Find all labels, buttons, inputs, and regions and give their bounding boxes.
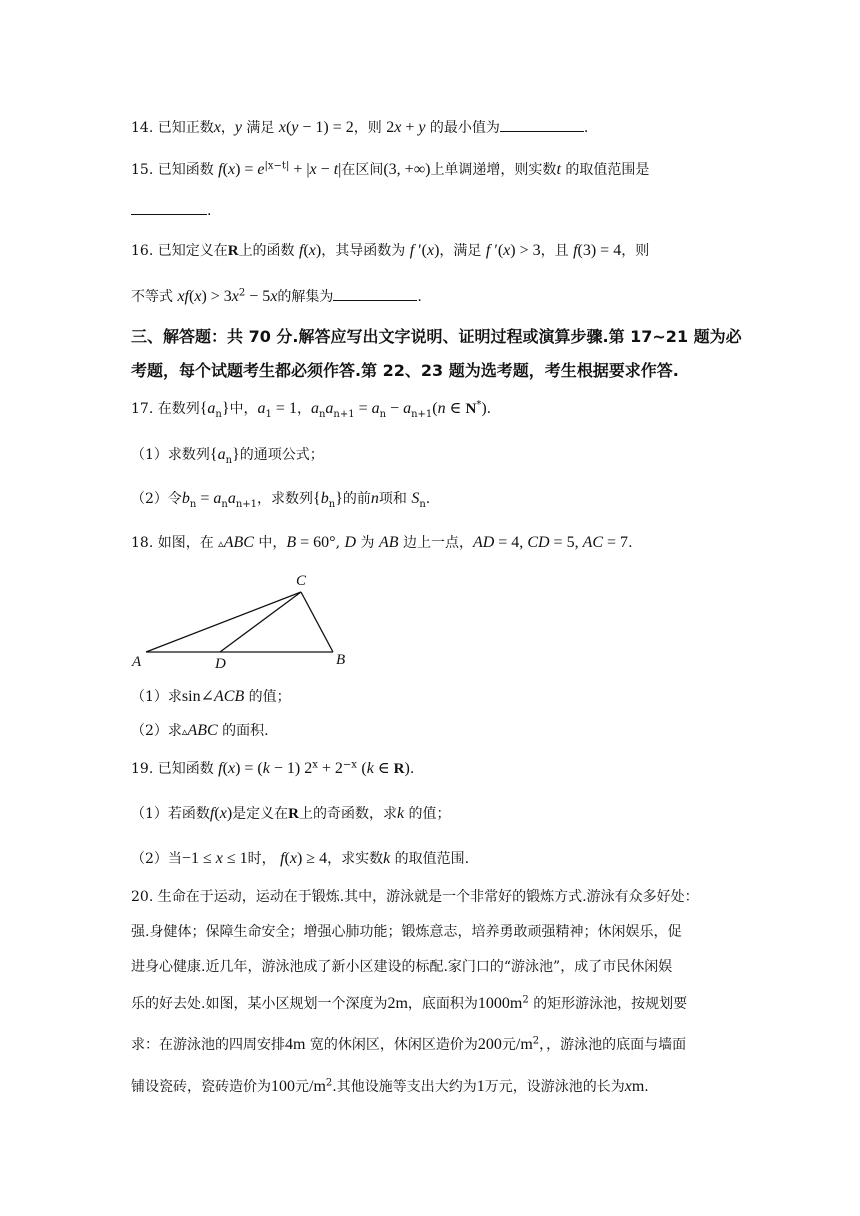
question-18-part2: （2）求▵ABC 的面积.: [131, 722, 269, 739]
question-19-part2: （2）当−1 ≤ x ≤ 1时， f(x) ≥ 4，求实数k 的取值范围.: [131, 850, 470, 867]
question-14: 14. 已知正数x，y 满足 x(y − 1) = 2，则 2x + y 的最小值为 .: [131, 119, 589, 136]
question-20-line2: 强.身健体；保障生命安全；增强心肺功能；锻炼意志，培养勇敢顽强精神；休闲娱乐，促: [131, 924, 682, 940]
question-17-part1: （1）求数列$\{a_n\}$的通项公式；: [131, 446, 324, 466]
label-b: B: [336, 652, 346, 668]
question-19-part1: （1）若函数f(x)是定义在R上的奇函数，求k 的值；: [131, 805, 451, 822]
question-15: 15. 已知函数 $f(x) = e^{|x-t|} + |x - t|$在区间(3, +∞)上单调递增，则实数t 的取值范围是: [131, 160, 650, 178]
segment-cd: [220, 592, 301, 652]
side-ac: [146, 592, 301, 652]
section-3-heading-line1: 三、解答题：共 70 分.解答应写出文字说明、证明过程或演算步骤.第 17~21 题为必: [131, 327, 742, 346]
question-17-part2: （2）令$b_n = a_na_{n+1}$，求数列$\{b_n\}$的前n项和 $S_n$.: [131, 490, 431, 510]
question-20-line4: 乐的好去处.如图，某小区规划一个深度为2m，底面积为$1000m^2$ 的矩形游泳池，按规划要: [131, 994, 688, 1012]
question-19: 19. 已知函数 f(x) = (k − 1) $2^x + 2^{-x}$ (k ∈ R).: [131, 759, 415, 777]
side-cb: [301, 592, 333, 652]
section-3-heading-line2: 考题，每个试题考生都必须作答.第 22、23 题为选考题，考生根据要求作答.: [131, 361, 679, 380]
label-d: D: [215, 656, 226, 672]
question-20-line1: 20. 生命在于运动，运动在于锻炼.其中，游泳就是一个非常好的锻炼方式.游泳有众多好处：: [131, 889, 699, 905]
question-20-line3: 进身心健康.近几年，游泳池成了新小区建设的标配.家门口的“游泳池”，成了市民休闲娱: [131, 959, 673, 975]
label-a: A: [132, 654, 142, 670]
question-20-line6: 铺设瓷砖，瓷砖造价为100元$/m^2$.其他设施等支出大约为1万元，设游泳池的长为xm.: [131, 1077, 649, 1095]
question-16: 16. 已知定义在R上的函数 f(x)，其导函数为 f ′(x)，满足 f ′(x) > 3，且 f(3) = 4，则: [131, 242, 650, 259]
label-c: C: [296, 573, 307, 589]
question-16-line2: 不等式 $xf(x) > 3x^2 - 5x$的解集为 .: [131, 287, 422, 305]
question-18: 18. 如图，在 ▵ABC 中，B = 60°, D 为 AB 边上一点，AD = 4, CD = 5, AC = 7.: [131, 534, 633, 551]
question-15-blank: .: [131, 200, 211, 221]
question-17: 17. 在数列$\{a_n\}$中，$a_1 = 1$，$a_na_{n+1} = a_n - a_{n+1}(n$ ∈ N*).: [131, 399, 492, 420]
triangle-figure: [126, 568, 356, 672]
question-18-part1: （1）求sin∠ACB 的值；: [131, 688, 291, 705]
question-20-line5: 求：在游泳池的四周安排4m 宽的休闲区，休闲区造价为200元$/m^2$，，游泳池的底面与墙面: [131, 1035, 687, 1053]
